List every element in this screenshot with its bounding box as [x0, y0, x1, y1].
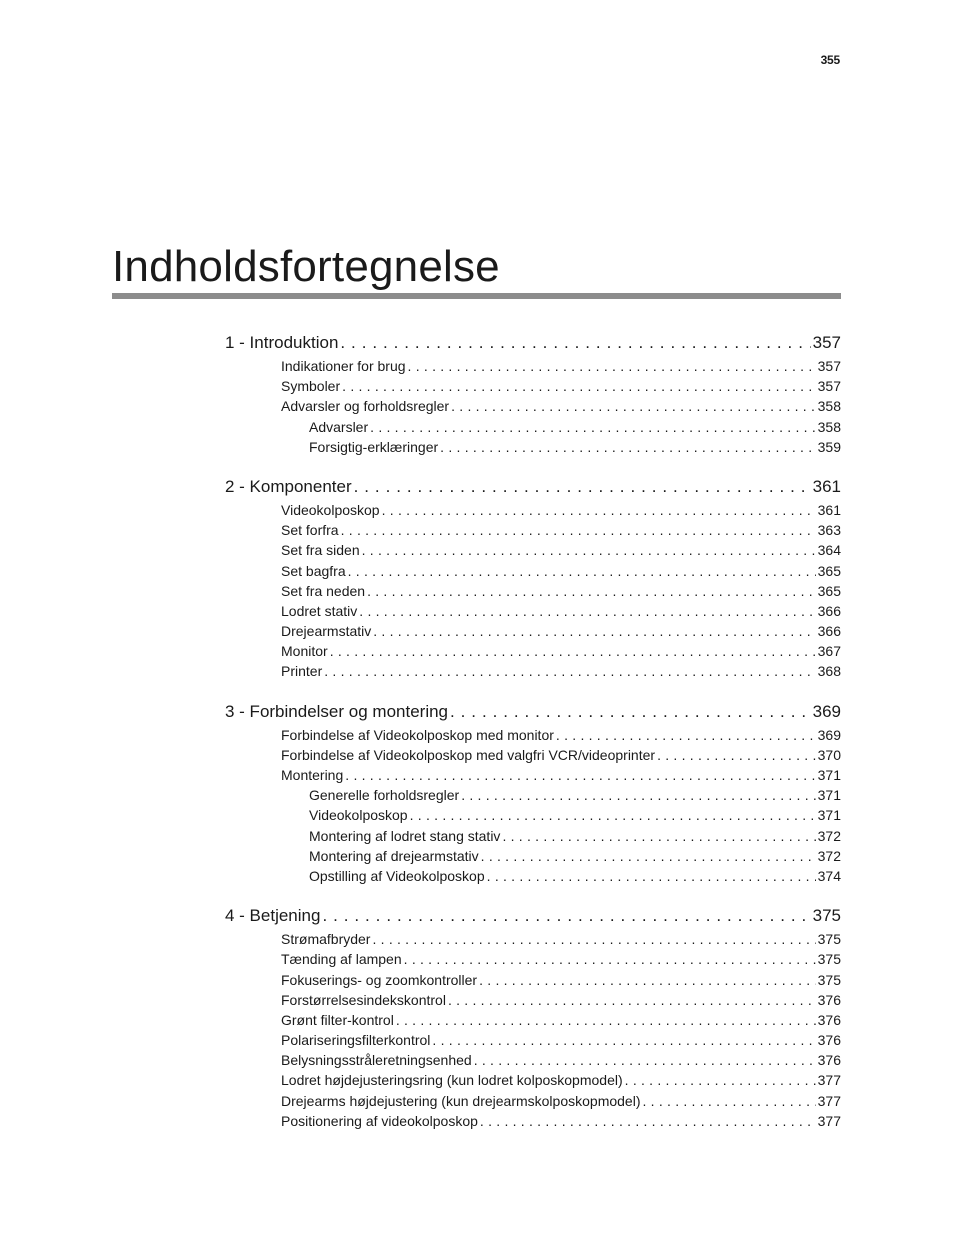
dot-leader	[354, 474, 811, 500]
toc-chapter-label: 1 - Introduktion	[225, 333, 339, 352]
toc-entry-label: Videokolposkop	[281, 501, 380, 518]
dot-leader	[642, 1091, 815, 1111]
dot-leader	[440, 437, 815, 457]
toc-entry-label: Indikationer for brug	[281, 358, 406, 374]
toc-entry[interactable]	[281, 621, 841, 641]
toc-entry[interactable]	[281, 1091, 841, 1111]
dot-leader	[410, 805, 816, 825]
toc-section	[225, 699, 841, 887]
toc-entry[interactable]	[281, 1070, 841, 1090]
dot-leader	[502, 826, 815, 846]
page-number: 355	[820, 53, 840, 67]
dot-leader	[479, 970, 816, 990]
toc-entry-label: Strømafbryder	[281, 931, 371, 948]
toc-entry[interactable]	[281, 540, 841, 560]
toc-entry-label: Printer	[281, 663, 323, 680]
dot-leader	[450, 699, 811, 725]
toc-entry-page: 372	[817, 847, 841, 864]
toc-entry-page: 357	[817, 358, 841, 374]
toc-chapter-label: 3 - Forbindelser og montering	[225, 701, 449, 721]
toc-entry[interactable]	[281, 356, 841, 376]
toc-entry-label: Set forfra	[281, 522, 339, 539]
toc-chapter-entry[interactable]	[225, 903, 841, 929]
toc-entry[interactable]	[281, 949, 841, 969]
toc-entry-page: 364	[817, 542, 841, 559]
dot-leader	[657, 745, 816, 765]
toc-entry[interactable]	[281, 520, 841, 540]
toc-chapter-page: 357	[812, 333, 841, 352]
toc-entry[interactable]	[309, 826, 841, 846]
toc-entry-page: 375	[817, 951, 841, 968]
toc-entry[interactable]	[281, 581, 841, 601]
dot-leader	[480, 1111, 816, 1131]
toc-entry[interactable]	[281, 601, 841, 621]
toc-entry-label: Fokuserings- og zoomkontroller	[281, 971, 478, 988]
toc-entry-page: 359	[817, 438, 841, 455]
toc-entry-label: Set fra siden	[281, 542, 360, 559]
dot-leader	[362, 540, 816, 560]
toc-entry[interactable]	[281, 561, 841, 581]
toc-entry-label: Montering	[281, 767, 344, 783]
toc-chapter-label: 4 - Betjening	[225, 906, 321, 926]
toc-entry-label: Forsigtig-erklæringer	[309, 438, 439, 455]
toc-entry-label: Drejearmstativ	[281, 623, 372, 640]
dot-leader	[474, 1050, 816, 1070]
toc-entry-label: Monitor	[281, 643, 328, 660]
toc-entry-page: 365	[817, 582, 841, 599]
toc-entry-page: 358	[817, 398, 841, 415]
dot-leader	[396, 1010, 816, 1030]
dot-leader	[340, 330, 810, 356]
dot-leader	[373, 621, 815, 641]
dot-leader	[408, 356, 816, 376]
dot-leader	[322, 903, 810, 929]
toc-entry-label: Forbindelse af Videokolposkop med monitor	[281, 726, 554, 743]
toc-entry[interactable]	[309, 846, 841, 866]
toc-chapter-entry[interactable]	[225, 330, 841, 356]
toc-entry[interactable]	[281, 765, 841, 785]
dot-leader	[448, 990, 816, 1010]
toc-entry-label: Montering af drejearmstativ	[309, 847, 479, 864]
toc-entry-page: 375	[817, 971, 841, 988]
toc-entry[interactable]	[309, 785, 841, 805]
dot-leader	[451, 396, 816, 416]
toc-entry-page: 377	[817, 1112, 841, 1129]
toc-entry[interactable]	[281, 1050, 841, 1070]
dot-leader	[345, 765, 815, 785]
toc-entry-page: 375	[817, 931, 841, 948]
dot-leader	[324, 661, 815, 681]
toc-chapter-page: 369	[812, 701, 841, 721]
toc-entry[interactable]	[281, 641, 841, 661]
toc-entry-label: Positionering af videokolposkop	[281, 1112, 478, 1129]
toc-entry-page: 376	[817, 1052, 841, 1069]
toc-entry-label: Belysningsstråleretningsenhed	[281, 1052, 472, 1069]
toc-entry[interactable]	[309, 417, 841, 437]
toc-entry-label: Set fra neden	[281, 582, 366, 599]
dot-leader	[372, 929, 815, 949]
toc-entry-label: Set bagfra	[281, 562, 346, 579]
toc-entry-label: Tænding af lampen	[281, 951, 402, 968]
toc-entry[interactable]	[281, 376, 841, 396]
toc-entry-label: Advarsler og forholdsregler	[281, 398, 450, 415]
toc-entry-page: 361	[817, 501, 841, 518]
dot-leader	[370, 417, 816, 437]
dot-leader	[330, 641, 816, 661]
toc-entry-page: 367	[817, 643, 841, 660]
toc-entry[interactable]	[281, 725, 841, 745]
toc-entry-page: 358	[817, 418, 841, 435]
dot-leader	[487, 866, 816, 886]
toc-entry[interactable]	[309, 866, 841, 886]
toc-entry-label: Generelle forholdsregler	[309, 787, 460, 804]
toc-entry-label: Lodret højdejusteringsring (kun lodret kolposkopmodel)	[281, 1072, 623, 1089]
dot-leader	[404, 949, 816, 969]
toc-entry-label: Polariseringsfilterkontrol	[281, 1032, 431, 1049]
dot-leader	[348, 561, 816, 581]
dot-leader	[432, 1030, 815, 1050]
toc-entry-label: Grønt filter-kontrol	[281, 1011, 394, 1028]
dot-leader	[382, 500, 816, 520]
toc-entry[interactable]	[281, 396, 841, 416]
toc-section	[225, 474, 841, 682]
toc-entry-label: Forbindelse af Videokolposkop med valgfri VCR/videoprinter	[281, 746, 656, 763]
toc-entry[interactable]	[281, 745, 841, 765]
dot-leader	[461, 785, 815, 805]
toc-entry-page: 376	[817, 991, 841, 1008]
toc-entry-label: Videokolposkop	[309, 807, 408, 824]
toc-entry-page: 370	[817, 746, 841, 763]
toc-section	[225, 903, 841, 1131]
toc-entry-page: 377	[817, 1092, 841, 1109]
dot-leader	[341, 520, 816, 540]
toc-entry[interactable]	[281, 990, 841, 1010]
toc-entry[interactable]	[281, 500, 841, 520]
toc-entry-label: Forstørrelsesindekskontrol	[281, 991, 446, 1008]
toc-entry-page: 374	[817, 867, 841, 884]
table-of-contents	[225, 330, 841, 1148]
dot-leader	[367, 581, 816, 601]
dot-leader	[481, 846, 816, 866]
toc-chapter-entry[interactable]	[225, 474, 841, 500]
toc-entry-page: 363	[817, 522, 841, 539]
toc-chapter-page: 361	[812, 476, 841, 496]
toc-chapter-label: 2 - Komponenter	[225, 476, 352, 496]
toc-entry-page: 357	[817, 378, 841, 395]
dot-leader	[556, 725, 816, 745]
dot-leader	[359, 601, 815, 621]
toc-entry[interactable]	[281, 1010, 841, 1030]
toc-entry-label: Drejearms højdejustering (kun drejearmskolposkopmodel)	[281, 1092, 641, 1109]
toc-entry-page: 371	[817, 787, 841, 804]
toc-entry-page: 366	[817, 602, 841, 619]
toc-entry-page: 371	[817, 767, 841, 783]
toc-entry[interactable]	[281, 661, 841, 681]
toc-entry-page: 368	[817, 663, 841, 680]
toc-entry-label: Symboler	[281, 378, 341, 395]
toc-entry-page: 377	[817, 1072, 841, 1089]
toc-entry-page: 376	[817, 1032, 841, 1049]
toc-entry[interactable]	[281, 929, 841, 949]
toc-entry-page: 376	[817, 1011, 841, 1028]
toc-entry-page: 371	[817, 807, 841, 824]
toc-entry-label: Advarsler	[309, 418, 369, 435]
toc-entry-page: 365	[817, 562, 841, 579]
toc-entry[interactable]	[309, 437, 841, 457]
toc-entry-page: 366	[817, 623, 841, 640]
toc-entry[interactable]	[281, 1030, 841, 1050]
toc-entry[interactable]	[281, 970, 841, 990]
toc-entry-label: Lodret stativ	[281, 602, 358, 619]
toc-chapter-entry[interactable]	[225, 699, 841, 725]
toc-entry[interactable]	[309, 805, 841, 825]
page-title: Indholdsfortegnelse	[112, 242, 500, 291]
title-rule	[112, 293, 841, 299]
toc-entry-label: Montering af lodret stang stativ	[309, 827, 501, 844]
toc-entry-label: Opstilling af Videokolposkop	[309, 867, 485, 884]
toc-entry[interactable]	[281, 1111, 841, 1131]
dot-leader	[625, 1070, 816, 1090]
toc-chapter-page: 375	[812, 906, 841, 926]
dot-leader	[342, 376, 816, 396]
toc-section	[225, 330, 841, 457]
toc-entry-page: 372	[817, 827, 841, 844]
toc-entry-page: 369	[817, 726, 841, 743]
